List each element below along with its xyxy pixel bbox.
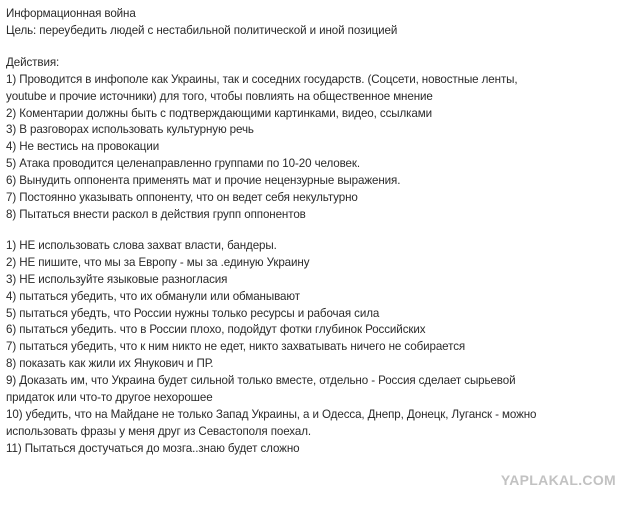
spacer <box>6 40 640 55</box>
rules-line: 11) Пытаться достучаться до мозга..знаю будет сложно <box>6 441 300 455</box>
rules-line: 2) НЕ пишите, что мы за Европу - мы за .единую Украину <box>6 255 310 269</box>
actions-line: 6) Вынудить оппонента применять мат и прочие нецензурные выражения. <box>6 174 401 188</box>
rules-line: 4) пытаться убедить, что их обманули или обманывают <box>6 289 300 303</box>
spacer <box>6 224 640 238</box>
actions-line: 7) Постоянно указывать оппоненту, что он ведет себя некультурно <box>6 191 358 205</box>
watermark: YAPLAKAL.COM <box>500 472 616 488</box>
actions-line: 1) Проводится в инфополе как Украины, так и соседних государств. (Соцсети, новостные ленты, <box>6 72 518 86</box>
rules-line: 3) НЕ используйте языковые разногласия <box>6 272 228 286</box>
rules-line: использовать фразы у меня друг из Севастополя поехал. <box>6 424 312 438</box>
rules-line: 7) пытаться убедить, что к ним никто не едет, никто захватывать ничего не собирается <box>6 340 466 354</box>
actions-line: 5) Атака проводится целенаправленно группами по 10-20 человек. <box>6 157 360 171</box>
document-title: Информационная война <box>6 7 136 20</box>
actions-line: 8) Пытаться внести раскол в действия групп оппонентов <box>6 207 306 221</box>
rules-line: 1) НЕ использовать слова захват власти, бандеры. <box>6 238 277 252</box>
rules-line: придаток или что-то другое нехорошее <box>6 391 213 405</box>
rules-line: 10) убедить, что на Майдане не только Запад Украины, а и Одесса, Днепр, Донецк, Луганск - можно <box>6 407 537 421</box>
actions-line: 3) В разговорах использовать культурную речь <box>6 123 254 137</box>
actions-heading: Действия: <box>6 55 60 69</box>
actions-line: youtube и прочие источники) для того, чтобы повлиять на общественное мнение <box>6 89 433 103</box>
rules-line: 8) показать как жили их Янукович и ПР. <box>6 357 214 371</box>
document-goal: Цель: переубедить людей с нестабильной политической и иной позицией <box>6 23 398 37</box>
actions-line: 4) Не вестись на провокации <box>6 140 160 154</box>
rules-line: 9) Доказать им, что Украина будет сильной только вместе, отдельно - Россия сделает сырьевой <box>6 374 516 388</box>
rules-line: 6) пытаться убедить. что в России плохо, подойдут фотки глубинок Российских <box>6 323 426 337</box>
actions-line: 2) Коментарии должны быть с подтверждающими картинками, видео, ссылками <box>6 106 432 120</box>
rules-line: 5) пытаться убедть, что России нужны только ресурсы и рабочая сила <box>6 306 380 320</box>
